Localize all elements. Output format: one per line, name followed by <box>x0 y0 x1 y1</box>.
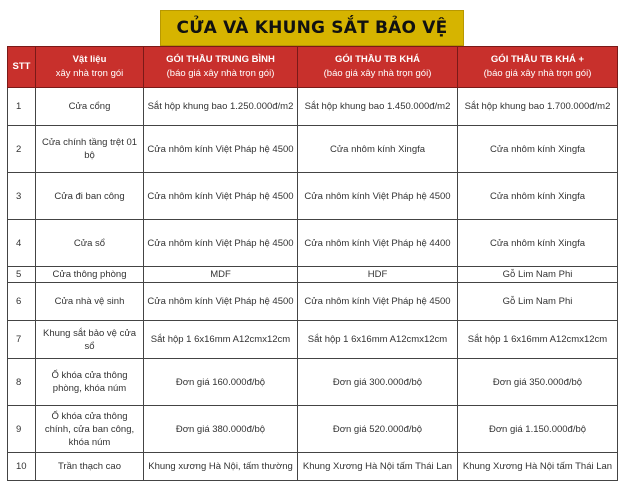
cell-tbkhaplus: Cửa nhôm kính Xingfa <box>458 126 618 173</box>
cell-tb: MDF <box>144 267 298 283</box>
cell-tbkha: Sắt hộp khung bao 1.450.000đ/m2 <box>298 88 458 126</box>
table-row <box>8 220 618 267</box>
cell-tbkhaplus: Đơn giá 350.000đ/bộ <box>458 359 618 406</box>
cell-tbkha: Cửa nhôm kính Việt Pháp hệ 4500 <box>298 283 458 321</box>
cell-tbkhaplus: Đơn giá 1.150.000đ/bộ <box>458 406 618 453</box>
cell-tb: Cửa nhôm kính Việt Pháp hệ 4500 <box>144 173 298 220</box>
table-row <box>8 126 618 173</box>
table-row <box>8 88 618 126</box>
cell-tbkhaplus: Khung Xương Hà Nội tấm Thái Lan <box>458 453 618 481</box>
cell-tb: Khung xương Hà Nội, tấm thường <box>144 453 298 481</box>
cell-tbkha: Sắt hộp 1 6x16mm A12cmx12cm <box>298 321 458 359</box>
cell-item: Cửa thông phòng <box>36 267 144 283</box>
cell-stt: 5 <box>8 267 36 283</box>
cell-item: Ổ khóa cửa thông phòng, khóa núm <box>36 359 144 406</box>
table-row <box>8 453 618 481</box>
cell-tbkhaplus: Sắt hộp khung bao 1.700.000đ/m2 <box>458 88 618 126</box>
cell-stt: 8 <box>8 359 36 406</box>
cell-stt: 4 <box>8 220 36 267</box>
cell-stt: 10 <box>8 453 36 481</box>
header-material: Vật liệu xây nhà trọn gói <box>36 47 144 88</box>
title-wrap <box>0 10 624 46</box>
cell-tb: Sắt hộp khung bao 1.250.000đ/m2 <box>144 88 298 126</box>
cell-stt: 2 <box>8 126 36 173</box>
cell-stt: 1 <box>8 88 36 126</box>
cell-tbkha: Khung Xương Hà Nội tấm Thái Lan <box>298 453 458 481</box>
cell-tb: Cửa nhôm kính Việt Pháp hệ 4500 <box>144 283 298 321</box>
cell-stt: 9 <box>8 406 36 453</box>
cell-item: Cửa cổng <box>36 88 144 126</box>
cell-item: Khung sắt bảo vệ cửa sổ <box>36 321 144 359</box>
cell-tbkha: Cửa nhôm kính Xingfa <box>298 126 458 173</box>
table-row <box>8 283 618 321</box>
table-row <box>8 406 618 453</box>
cell-tbkhaplus: Gỗ Lim Nam Phi <box>458 267 618 283</box>
cell-item: Cửa sổ <box>36 220 144 267</box>
cell-tbkha: Cửa nhôm kính Việt Pháp hệ 4500 <box>298 173 458 220</box>
cell-item: Trần thạch cao <box>36 453 144 481</box>
cell-item: Cửa đi ban công <box>36 173 144 220</box>
header-package-tbkhaplus: GÓI THẦU TB KHÁ + (báo giá xây nhà trọn gói) <box>458 47 618 88</box>
cell-stt: 3 <box>8 173 36 220</box>
header-stt: STT <box>8 47 36 88</box>
page-title: CỬA VÀ KHUNG SẮT BẢO VỆ <box>160 10 465 46</box>
table-row <box>8 267 618 283</box>
price-table <box>7 46 618 481</box>
cell-tbkhaplus: Gỗ Lim Nam Phi <box>458 283 618 321</box>
cell-stt: 7 <box>8 321 36 359</box>
cell-tbkhaplus: Sắt hộp 1 6x16mm A12cmx12cm <box>458 321 618 359</box>
cell-tbkhaplus: Cửa nhôm kính Xingfa <box>458 220 618 267</box>
table-row <box>8 359 618 406</box>
cell-stt: 6 <box>8 283 36 321</box>
header-package-tb: GÓI THẦU TRUNG BÌNH (báo giá xây nhà trọn gói) <box>144 47 298 88</box>
cell-tb: Đơn giá 380.000đ/bộ <box>144 406 298 453</box>
table-row <box>8 321 618 359</box>
cell-tb: Cửa nhôm kính Việt Pháp hệ 4500 <box>144 220 298 267</box>
cell-tbkha: Đơn giá 300.000đ/bộ <box>298 359 458 406</box>
cell-tbkha: Cửa nhôm kính Việt Pháp hệ 4400 <box>298 220 458 267</box>
cell-tbkha: HDF <box>298 267 458 283</box>
header-row <box>8 47 618 88</box>
header-package-tbkha: GÓI THẦU TB KHÁ (báo giá xây nhà trọn gói) <box>298 47 458 88</box>
cell-item: Ổ khóa cửa thông chính, cửa ban công, khóa núm <box>36 406 144 453</box>
cell-tbkha: Đơn giá 520.000đ/bộ <box>298 406 458 453</box>
cell-item: Cửa chính tầng trệt 01 bộ <box>36 126 144 173</box>
table-row <box>8 173 618 220</box>
cell-tb: Đơn giá 160.000đ/bộ <box>144 359 298 406</box>
cell-item: Cửa nhà vệ sinh <box>36 283 144 321</box>
cell-tb: Cửa nhôm kính Việt Pháp hệ 4500 <box>144 126 298 173</box>
cell-tb: Sắt hộp 1 6x16mm A12cmx12cm <box>144 321 298 359</box>
cell-tbkhaplus: Cửa nhôm kính Xingfa <box>458 173 618 220</box>
